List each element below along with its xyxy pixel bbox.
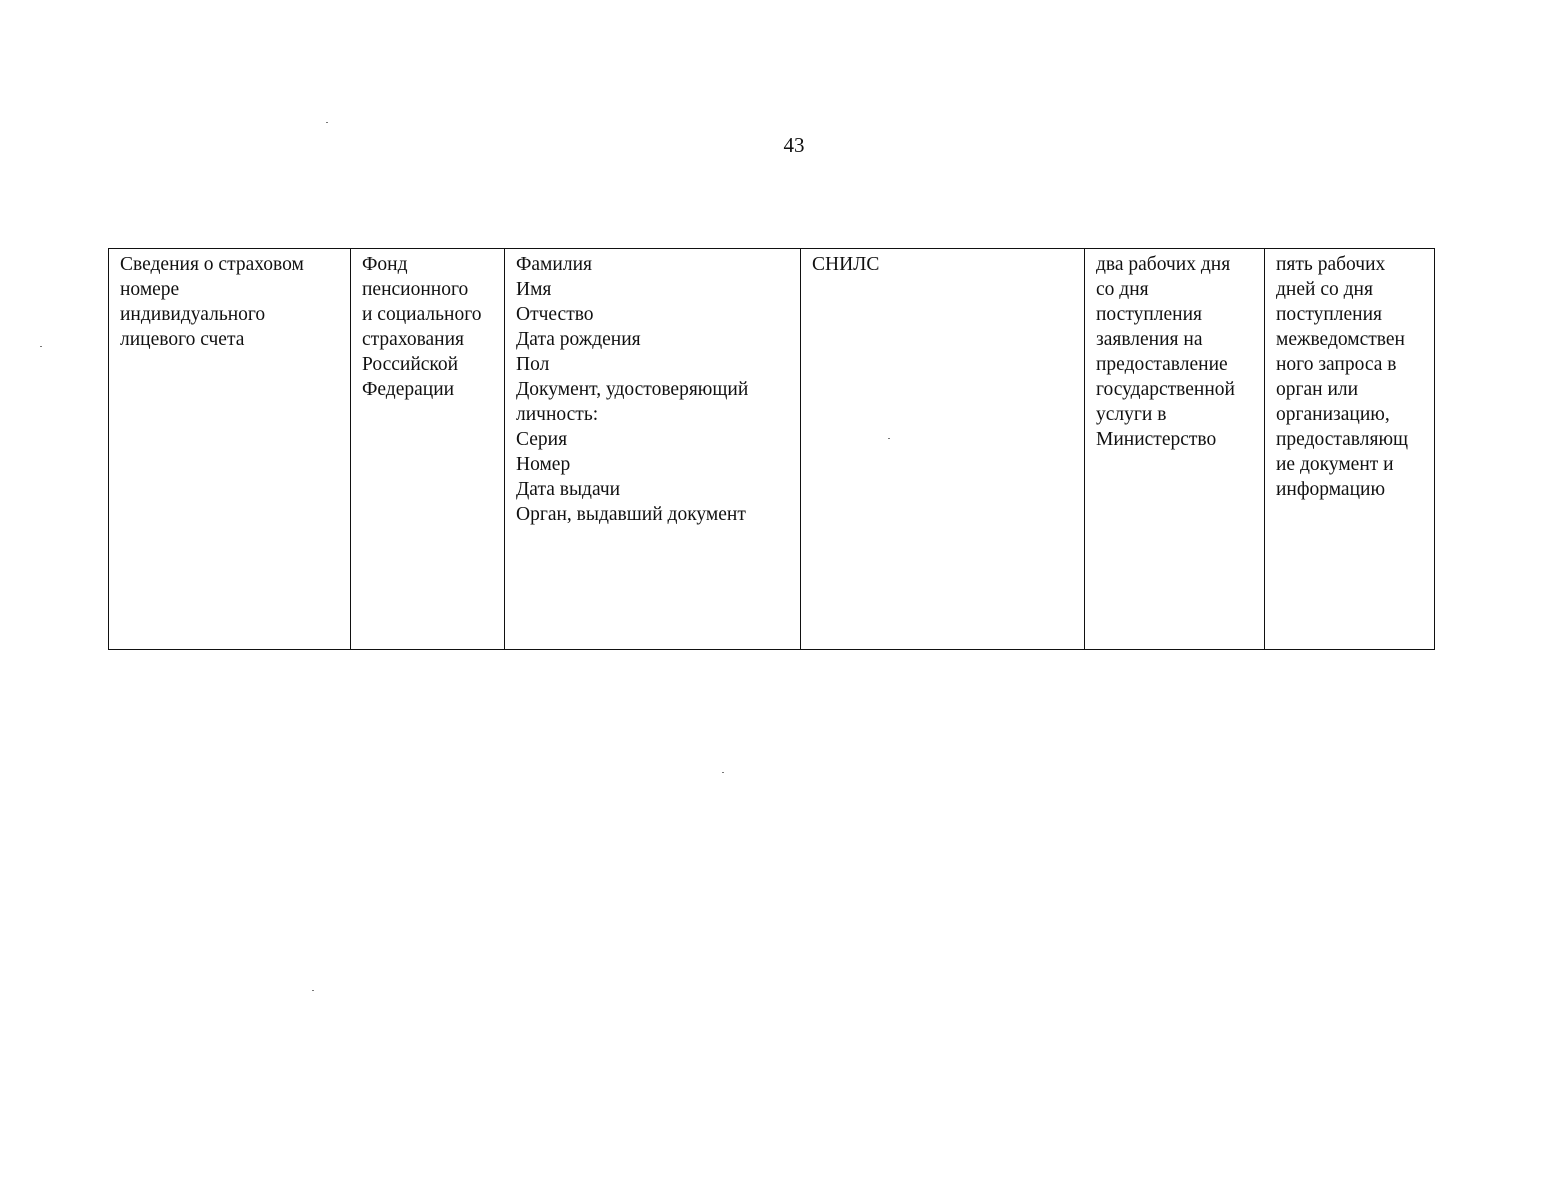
cell-line: Документ, удостоверяющий [516,379,749,400]
page-number: 43 [783,133,805,157]
cell-line: со дня [1096,279,1149,300]
cell-line: Сведения о страховом [120,254,304,275]
scan-speck [312,990,314,991]
cell-line: Номер [516,454,571,475]
cell-line: Российской [362,354,459,375]
cell-line: Фамилия [516,254,592,275]
cell-line: информацию [1276,479,1386,500]
cell-request-deadline [1085,249,1265,650]
cell-line: страхования [362,329,465,350]
scan-speck [888,438,890,439]
cell-line: Министерство [1096,429,1217,450]
cell-line: поступления [1276,304,1383,325]
cell-line: Пол [516,354,550,375]
cell-line: два рабочих дня [1096,254,1231,275]
cell-line: ного запроса в [1276,354,1397,375]
table-row [109,249,1435,650]
data-table [108,248,1435,650]
cell-line: Имя [516,279,552,300]
cell-line: предоставление [1096,354,1228,375]
cell-line: лицевого счета [120,329,245,350]
cell-line: Отчество [516,304,594,325]
cell-line: Дата выдачи [516,479,621,500]
cell-line: индивидуального [120,304,266,325]
scan-speck [40,346,42,347]
cell-response-deadline [1265,249,1435,650]
cell-line: Фонд [362,254,408,275]
cell-request-fields [505,249,801,650]
cell-line: Серия [516,429,568,450]
cell-response-fields [801,249,1085,650]
cell-line: заявления на [1096,329,1203,350]
scan-speck [722,772,724,773]
cell-line: Дата рождения [516,329,641,350]
cell-line: Орган, выдавший документ [516,504,746,525]
scan-speck [326,122,328,123]
cell-line: поступления [1096,304,1203,325]
cell-line: и социального [362,304,482,325]
cell-line: Федерации [362,379,455,400]
cell-line: орган или [1276,379,1359,400]
cell-line: личность: [516,404,599,425]
cell-line: ие документ и [1276,454,1394,475]
cell-line: пенсионного [362,279,469,300]
cell-line: организацию, [1276,404,1390,425]
cell-line: предоставляющ [1276,429,1409,450]
cell-line: услуги в [1096,404,1167,425]
cell-line: СНИЛС [812,254,880,275]
cell-line: пять рабочих [1276,254,1386,275]
cell-information-type [109,249,351,650]
cell-line: дней со дня [1276,279,1373,300]
cell-line: межведомствен [1276,329,1405,350]
cell-organization [351,249,505,650]
cell-line: номере [120,279,180,300]
cell-line: государственной [1096,379,1235,400]
